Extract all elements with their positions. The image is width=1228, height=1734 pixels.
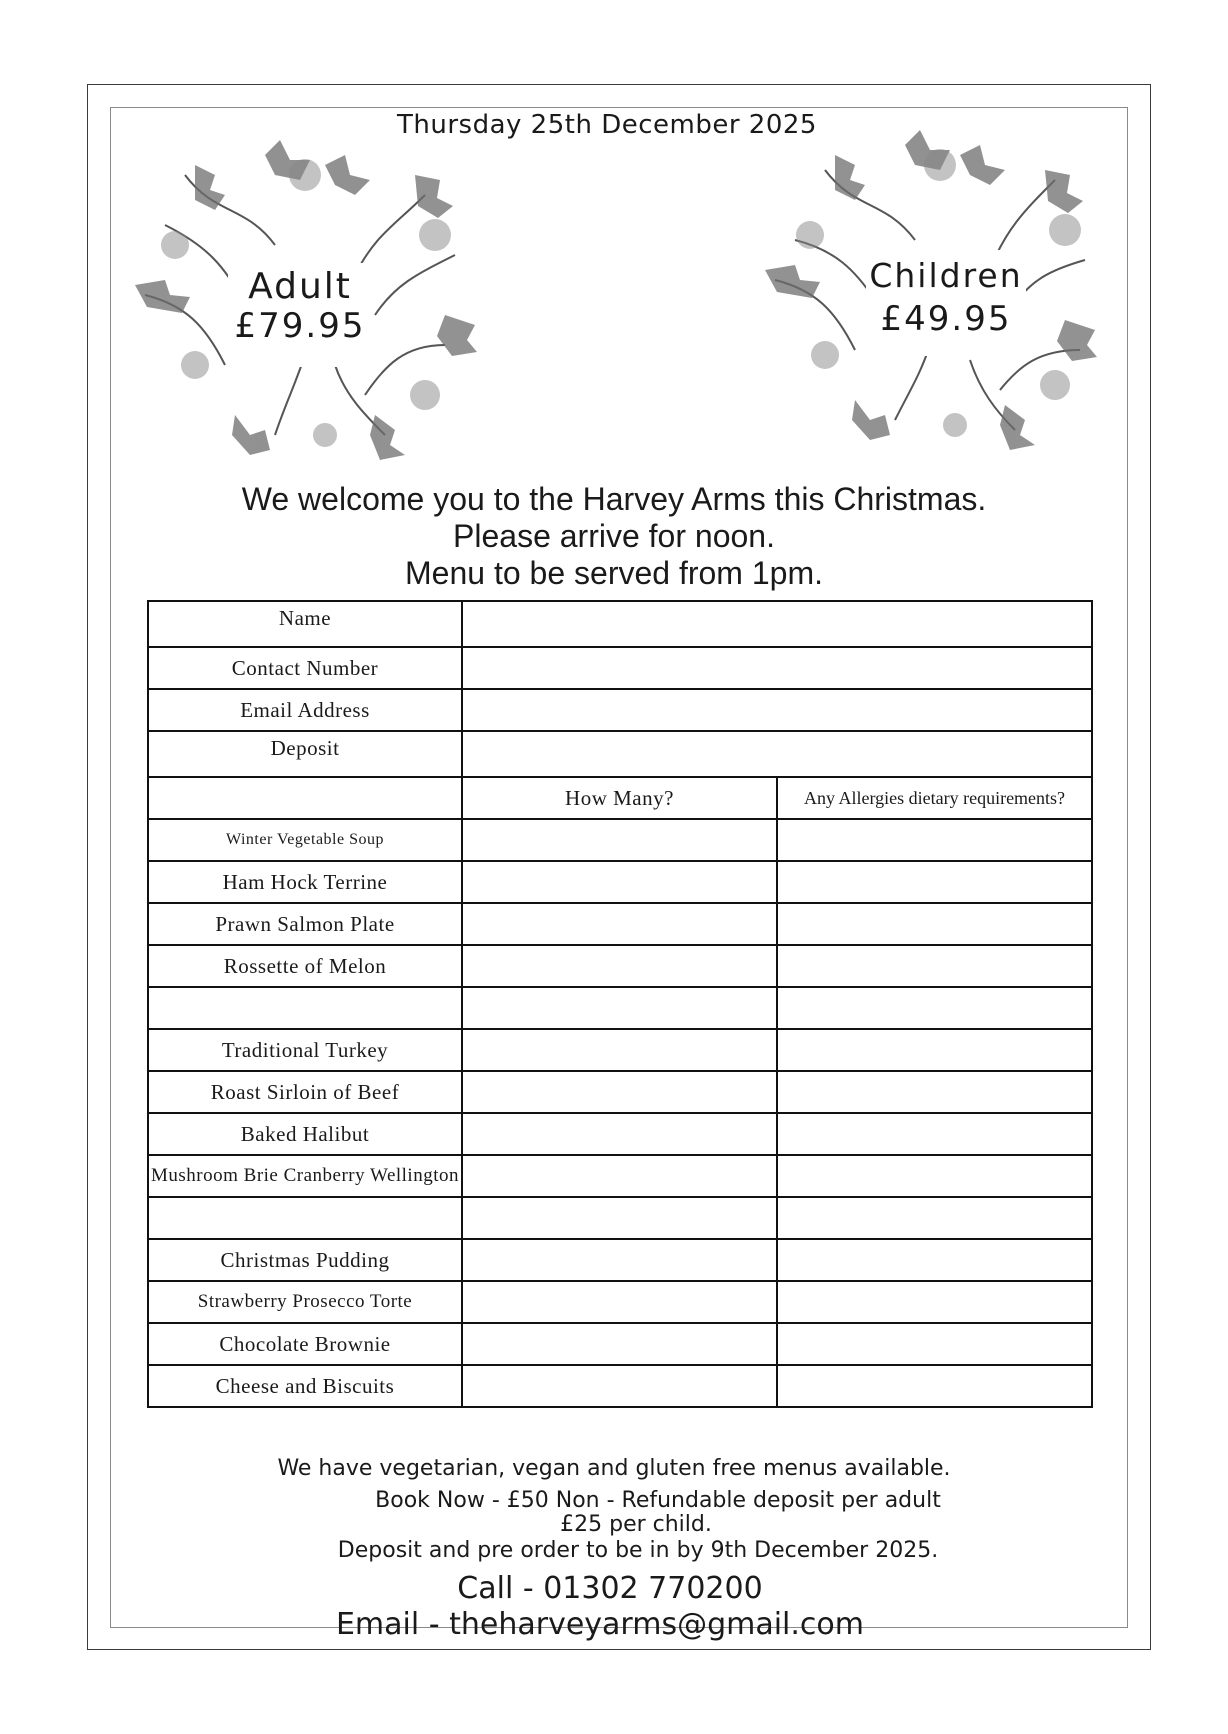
allergies-input[interactable]	[777, 1281, 1092, 1323]
welcome-line-1: We welcome you to the Harvey Arms this Christmas.	[241, 481, 987, 517]
booking-form-table	[147, 600, 1093, 1408]
deadline-note: Deposit and pre order to be in by 9th December 2025.	[337, 1538, 939, 1563]
table-row	[148, 819, 1092, 861]
menu-item-starter: Winter Vegetable Soup	[148, 819, 462, 861]
contact-number-input[interactable]	[462, 647, 1092, 689]
field-label-name: Name	[148, 601, 462, 647]
children-label: Children	[869, 256, 1023, 295]
quantity-input[interactable]	[462, 1365, 777, 1407]
menu-item-main: Baked Halibut	[148, 1113, 462, 1155]
table-row	[148, 1155, 1092, 1197]
menu-item-starter: Ham Hock Terrine	[148, 861, 462, 903]
deposit-input[interactable]	[462, 731, 1092, 777]
deposit-info-line-1: Book Now - £50 Non - Refundable deposit per adult	[375, 1488, 941, 1513]
adult-price-box	[228, 263, 372, 367]
deposit-info-line-2: £25 per child.	[560, 1512, 712, 1537]
adult-price: £79.95	[234, 306, 366, 346]
table-row	[148, 1113, 1092, 1155]
spacer-cell	[462, 987, 777, 1029]
table-row	[148, 945, 1092, 987]
spacer-cell	[148, 987, 462, 1029]
quantity-input[interactable]	[462, 903, 777, 945]
table-row-spacer	[148, 987, 1092, 1029]
quantity-input[interactable]	[462, 819, 777, 861]
table-row	[148, 601, 1092, 647]
deposit-info	[44, 1489, 1228, 1537]
email-input[interactable]	[462, 689, 1092, 731]
table-header-row	[148, 777, 1092, 819]
menu-item-starter: Rossette of Melon	[148, 945, 462, 987]
table-row	[148, 903, 1092, 945]
welcome-line-3: Menu to be served from 1pm.	[405, 555, 823, 591]
table-row	[148, 1281, 1092, 1323]
table-row	[148, 1029, 1092, 1071]
allergies-input[interactable]	[777, 861, 1092, 903]
table-row	[148, 1323, 1092, 1365]
allergies-input[interactable]	[777, 1365, 1092, 1407]
table-row	[148, 1365, 1092, 1407]
event-date: Thursday 25th December 2025	[397, 110, 817, 140]
column-header-how-many: How Many?	[462, 777, 777, 819]
allergies-input[interactable]	[777, 1323, 1092, 1365]
menu-item-starter: Prawn Salmon Plate	[148, 903, 462, 945]
menu-item-main: Mushroom Brie Cranberry Wellington	[148, 1155, 462, 1197]
phone-contact[interactable]: Call - 01302 770200	[457, 1571, 763, 1606]
dietary-note: We have vegetarian, vegan and gluten free menus available.	[277, 1456, 951, 1481]
allergies-input[interactable]	[777, 945, 1092, 987]
field-label-deposit: Deposit	[148, 731, 462, 777]
table-row	[148, 731, 1092, 777]
field-label-contact: Contact Number	[148, 647, 462, 689]
name-input[interactable]	[462, 601, 1092, 647]
allergies-input[interactable]	[777, 903, 1092, 945]
children-price-box	[866, 250, 1026, 356]
blank-header-cell	[148, 777, 462, 819]
quantity-input[interactable]	[462, 1113, 777, 1155]
field-label-email: Email Address	[148, 689, 462, 731]
allergies-input[interactable]	[777, 819, 1092, 861]
menu-item-dessert: Christmas Pudding	[148, 1239, 462, 1281]
quantity-input[interactable]	[462, 1323, 777, 1365]
table-row	[148, 647, 1092, 689]
quantity-input[interactable]	[462, 1239, 777, 1281]
quantity-input[interactable]	[462, 1281, 777, 1323]
table-row-spacer	[148, 1197, 1092, 1239]
table-row	[148, 689, 1092, 731]
menu-item-main: Traditional Turkey	[148, 1029, 462, 1071]
menu-item-dessert: Chocolate Brownie	[148, 1323, 462, 1365]
quantity-input[interactable]	[462, 861, 777, 903]
children-price: £49.95	[880, 299, 1012, 339]
allergies-input[interactable]	[777, 1029, 1092, 1071]
menu-item-dessert: Cheese and Biscuits	[148, 1365, 462, 1407]
quantity-input[interactable]	[462, 1071, 777, 1113]
welcome-line-2: Please arrive for noon.	[453, 518, 775, 554]
allergies-input[interactable]	[777, 1113, 1092, 1155]
table-row	[148, 861, 1092, 903]
table-row	[148, 1071, 1092, 1113]
allergies-input[interactable]	[777, 1071, 1092, 1113]
spacer-cell	[148, 1197, 462, 1239]
quantity-input[interactable]	[462, 945, 777, 987]
allergies-input[interactable]	[777, 1155, 1092, 1197]
spacer-cell	[777, 1197, 1092, 1239]
adult-label: Adult	[248, 266, 352, 307]
spacer-cell	[777, 987, 1092, 1029]
menu-item-dessert: Strawberry Prosecco Torte	[148, 1281, 462, 1323]
quantity-input[interactable]	[462, 1155, 777, 1197]
email-contact[interactable]: Email - theharveyarms@gmail.com	[335, 1607, 865, 1642]
table-row	[148, 1239, 1092, 1281]
column-header-allergies: Any Allergies dietary requirements?	[777, 777, 1092, 819]
quantity-input[interactable]	[462, 1029, 777, 1071]
spacer-cell	[462, 1197, 777, 1239]
menu-item-main: Roast Sirloin of Beef	[148, 1071, 462, 1113]
allergies-input[interactable]	[777, 1239, 1092, 1281]
